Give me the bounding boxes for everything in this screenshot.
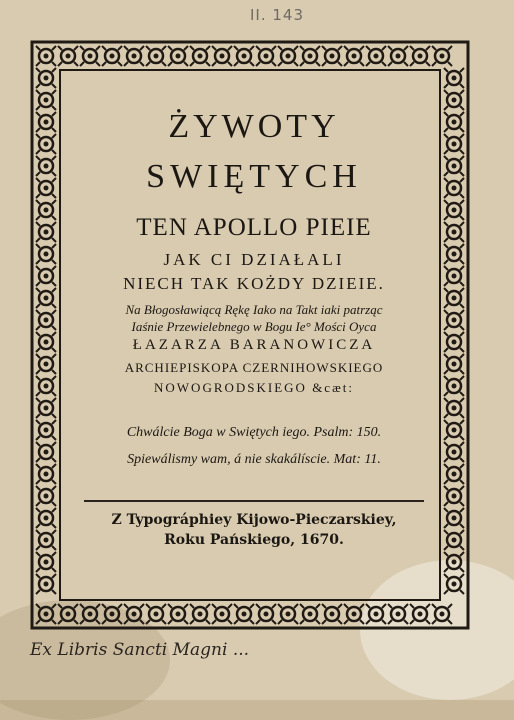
border-ornament: [388, 46, 408, 66]
border-ornament: [234, 46, 254, 66]
border-ornament: [36, 244, 56, 264]
border-ornament: [36, 332, 56, 352]
border-ornament: [366, 46, 386, 66]
border-ornament: [168, 604, 188, 624]
border-ornament: [36, 266, 56, 286]
border-ornament: [146, 604, 166, 624]
border-ornament: [444, 442, 464, 462]
border-ornament: [36, 222, 56, 242]
border-ornament: [58, 46, 78, 66]
imprint-line-2: Roku Pańskiego, 1670.: [164, 532, 344, 548]
border-ornament: [444, 90, 464, 110]
border-ornament: [444, 288, 464, 308]
border-ornament: [212, 46, 232, 66]
border-ornament: [300, 604, 320, 624]
border-ornament: [36, 486, 56, 506]
border-ornament: [432, 604, 452, 624]
subtitle-line-4: JAK CI DZIAŁALI: [163, 250, 345, 269]
dedication-line-6: Na Błogosławiącą Rękę Iako na Takt iaki patrząc: [125, 302, 383, 317]
border-ornament: [444, 244, 464, 264]
border-ornament: [444, 266, 464, 286]
border-ornament: [300, 46, 320, 66]
divider-rule: [84, 500, 424, 502]
border-ornament: [444, 178, 464, 198]
dedication-see: NOWOGRODSKIEGO &cæt:: [154, 380, 354, 395]
border-ornament: [36, 420, 56, 440]
border-ornament: [102, 604, 122, 624]
border-ornament: [444, 464, 464, 484]
subtitle-line-3: TEN APOLLO PIEIE: [136, 214, 372, 241]
border-ornament: [58, 604, 78, 624]
border-ornament: [410, 604, 430, 624]
border-ornament: [444, 222, 464, 242]
border-ornament: [80, 604, 100, 624]
border-ornament: [410, 46, 430, 66]
border-ornament: [36, 178, 56, 198]
title-line-1: ŻYWOTY: [168, 108, 340, 145]
border-ornament: [444, 112, 464, 132]
border-ornament: [256, 604, 276, 624]
border-ornament: [278, 604, 298, 624]
border-ornament: [212, 604, 232, 624]
border-ornament: [36, 46, 56, 66]
border-ornament: [344, 46, 364, 66]
dedication-title: ARCHIEPISKOPA CZERNIHOWSKIEGO: [124, 360, 384, 375]
border-ornament: [36, 112, 56, 132]
border-ornament: [366, 604, 386, 624]
subtitle-line-5: NIECH TAK KOŻDY DZIEIE.: [123, 274, 385, 293]
dedication-line-7: Iaśnie Przewielebnego w Bogu Ie° Mości Oyca: [131, 319, 377, 334]
border-ornament: [432, 46, 452, 66]
border-ornament: [444, 156, 464, 176]
border-ornament: [36, 552, 56, 572]
border-ornament: [36, 200, 56, 220]
title-text-block: [64, 90, 444, 600]
border-ornament: [444, 574, 464, 594]
border-ornament: [36, 464, 56, 484]
border-ornament: [36, 90, 56, 110]
border-ornament: [124, 46, 144, 66]
border-ornament: [444, 68, 464, 88]
border-ornament: [36, 442, 56, 462]
border-ornament: [36, 156, 56, 176]
border-ornament: [80, 46, 100, 66]
border-ornament: [36, 574, 56, 594]
border-ornament: [36, 68, 56, 88]
imprint-line-1: Z Typográphiey Kijowo-Pieczarskiey,: [111, 512, 397, 528]
border-ornament: [168, 46, 188, 66]
border-ornament: [444, 398, 464, 418]
border-ornament: [36, 530, 56, 550]
border-ornament: [444, 376, 464, 396]
verse-1: Chwálcie Boga w Swiętych iego. Psalm: 150.: [126, 425, 382, 440]
border-ornament: [36, 288, 56, 308]
border-ornament: [444, 420, 464, 440]
border-ornament: [36, 604, 56, 624]
border-ornament: [444, 310, 464, 330]
title-line-2: SWIĘTYCH: [146, 158, 362, 195]
border-ornament: [444, 508, 464, 528]
border-ornament: [388, 604, 408, 624]
border-ornament: [124, 604, 144, 624]
border-ornament: [36, 376, 56, 396]
border-ornament: [444, 200, 464, 220]
border-ornament: [444, 486, 464, 506]
dedication-name: ŁAZARZA BARANOWICZA: [132, 337, 376, 353]
border-ornament: [256, 46, 276, 66]
border-ornament: [444, 530, 464, 550]
border-ornament: [444, 332, 464, 352]
border-ornament: [146, 46, 166, 66]
border-ornament: [234, 604, 254, 624]
border-ornament: [444, 552, 464, 572]
border-ornament: [36, 508, 56, 528]
ex-libris-inscription: Ex Libris Sancti Magni ...: [30, 640, 250, 660]
border-ornament: [36, 398, 56, 418]
border-ornament: [190, 604, 210, 624]
verse-2: Spiewálismy wam, á nie skakálíscie. Mat: 11.: [127, 452, 381, 467]
border-ornament: [444, 354, 464, 374]
border-ornament: [322, 46, 342, 66]
border-ornament: [278, 46, 298, 66]
border-ornament: [102, 46, 122, 66]
border-ornament: [36, 134, 56, 154]
border-ornament: [444, 134, 464, 154]
border-ornament: [36, 310, 56, 330]
border-ornament: [344, 604, 364, 624]
border-ornament: [36, 354, 56, 374]
border-ornament: [322, 604, 342, 624]
catalog-mark: II. 143: [249, 6, 304, 24]
border-ornament: [190, 46, 210, 66]
